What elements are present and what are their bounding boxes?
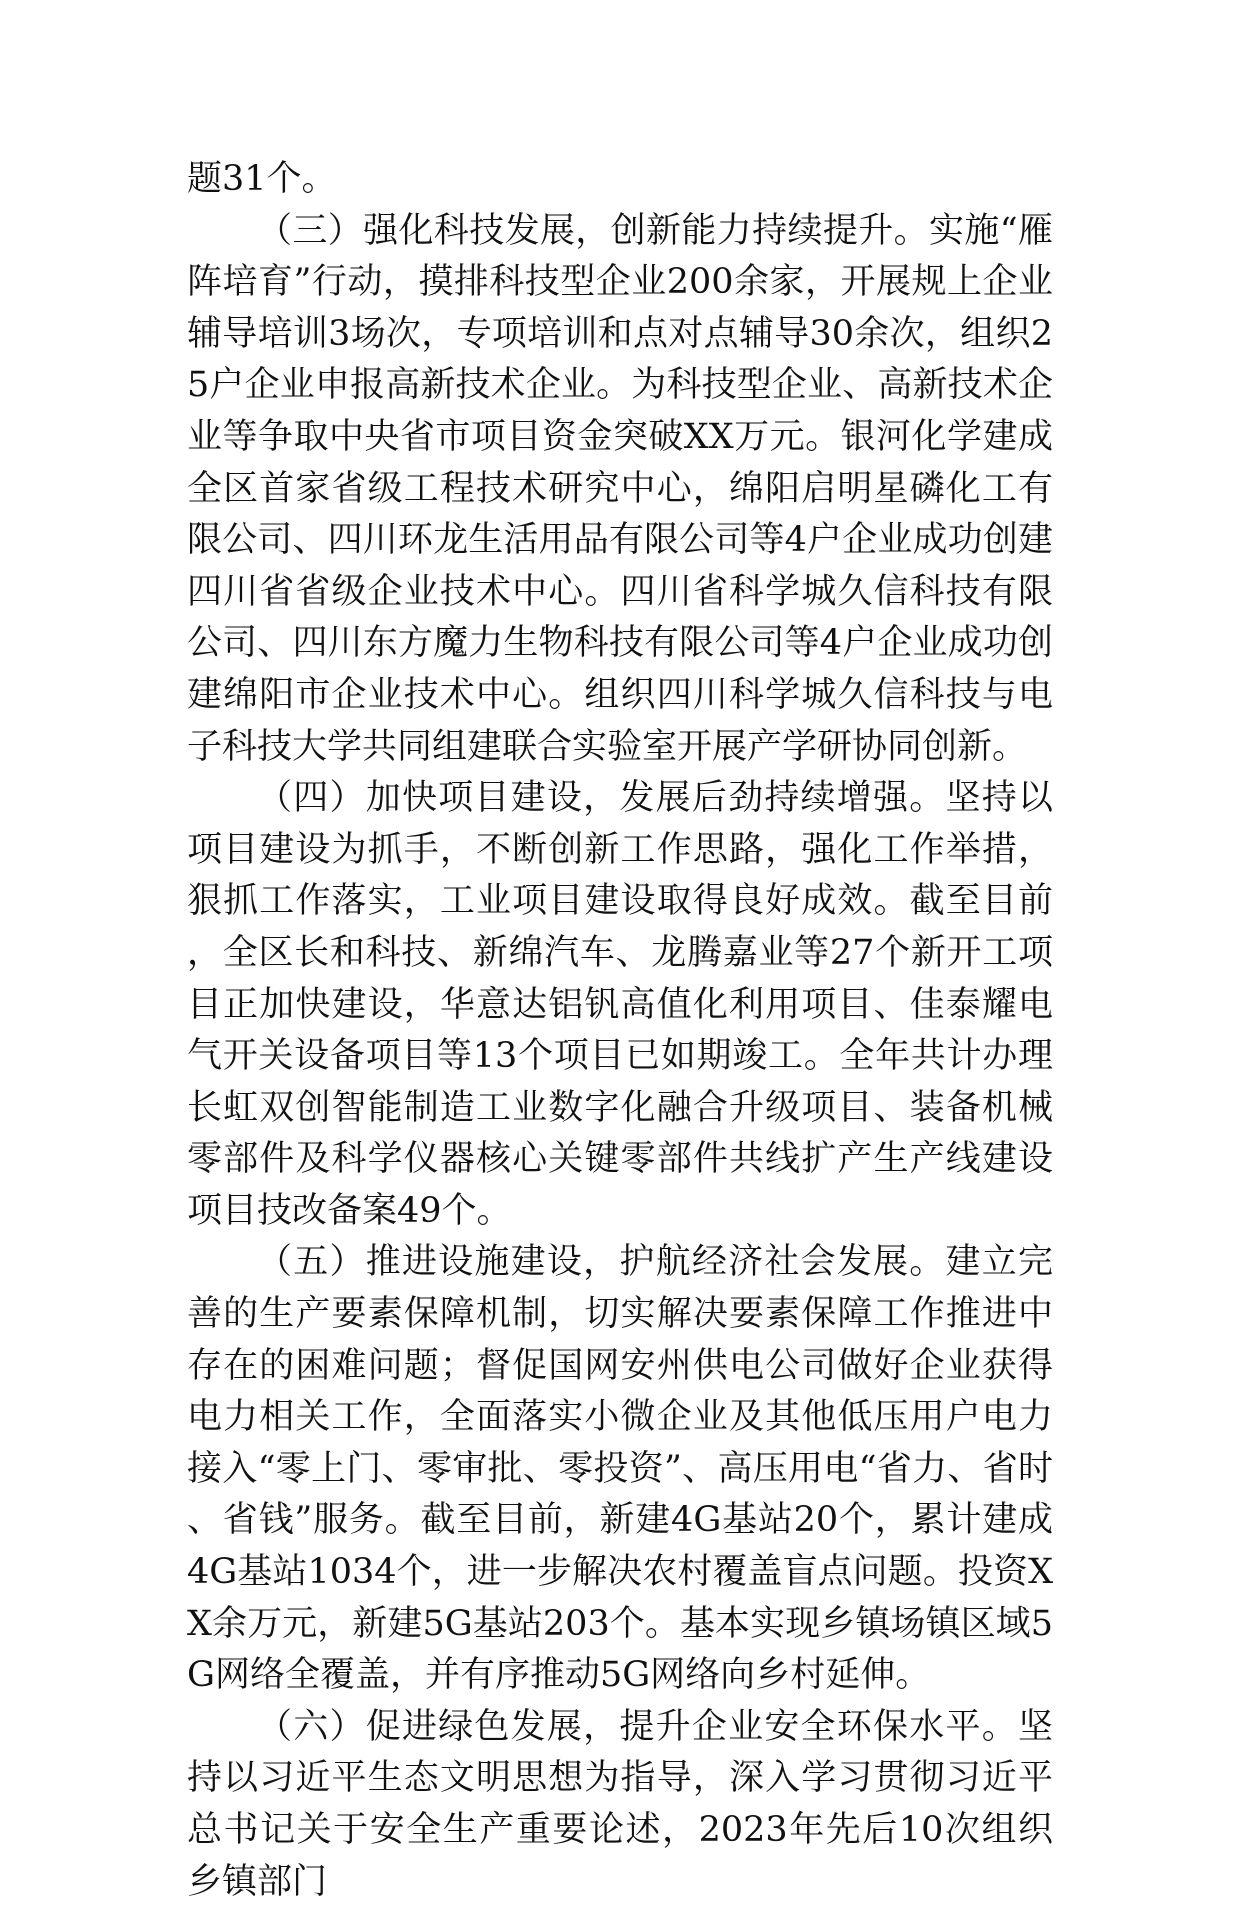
document-body	[187, 154, 1053, 1908]
paragraph-section-5: （五）推进设施建设，护航经济社会发展。建立完善的生产要素保障机制，切实解决要素保障工作推进中存在的困难问题；督促国网安州供电公司做好企业获得电力相关工作，全面落实小微企业及其他低压用户电力接入“零上门、零审批、零投资”、高压用电“省力、省时、省钱”服务。截至目前，新建4G基站20个，累计建成4G基站1034个，进一步解决农村覆盖盲点问题。投资XX余万元，新建5G基站203个。基本实现乡镇场镇区域5G网络全覆盖，并有序推动5G网络向乡村延伸。	[187, 1242, 1053, 1696]
paragraph-section-6: （六）促进绿色发展，提升企业安全环保水平。坚持以习近平生态文明思想为指导，深入学习贯彻习近平总书记关于安全生产重要论述，2023年先后10次组织乡镇部门	[187, 1706, 1053, 1902]
paragraph-section-3: （三）强化科技发展，创新能力持续提升。实施“雁阵培育”行动，摸排科技型企业200余家，开展规上企业辅导培训3场次，专项培训和点对点辅导30余次，组织25户企业申报高新技术企业。为科技型企业、高新技术企业等争取中央省市项目资金突破XX万元。银河化学建成全区首家省级工程技术研究中心，绵阳启明星磷化工有限公司、四川环龙生活用品有限公司等4户企业成功创建四川省省级企业技术中心。四川省科学城久信科技有限公司、四川东方魔力生物科技有限公司等4户企业成功创建绵阳市企业技术中心。组织四川科学城久信科技与电子科技大学共同组建联合实验室开展产学研协同创新。	[187, 210, 1053, 767]
paragraph-section-4: （四）加快项目建设，发展后劲持续增强。坚持以项目建设为抓手，不断创新工作思路，强化工作举措，狠抓工作落实，工业项目建设取得良好成效。截至目前，全区长和科技、新绵汽车、龙腾嘉业等27个新开工项目正加快建设，华意达铝钒高值化利用项目、佳泰耀电气开关设备项目等13个项目已如期竣工。全年共计办理长虹双创智能制造工业数字化融合升级项目、装备机械零部件及科学仪器核心关键零部件共线扩产生产线建设项目技改备案49个。	[187, 778, 1053, 1231]
paragraph-continuation: 题31个。	[187, 159, 337, 199]
